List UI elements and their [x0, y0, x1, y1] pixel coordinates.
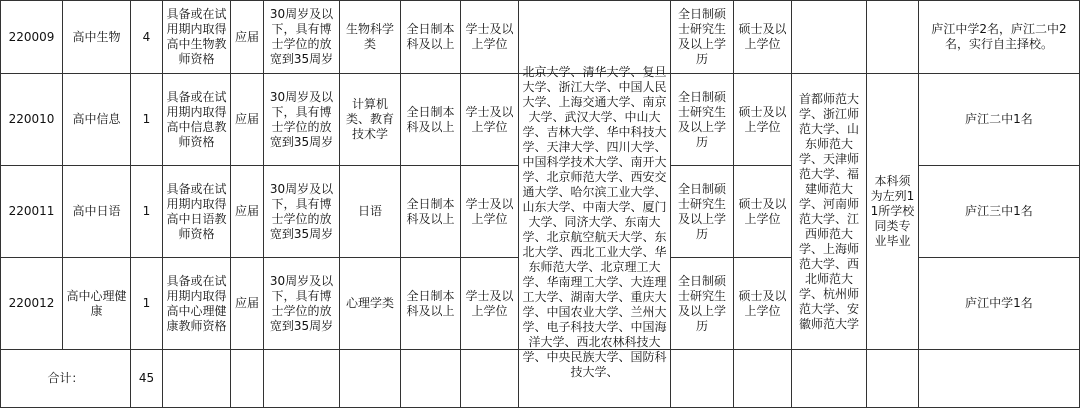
universities-list-cell: [519, 65, 671, 379]
requirement-empty-cell: [867, 1, 919, 74]
age-requirement: 30周岁及以下，具有博士学位的放宽到35周岁: [264, 1, 340, 74]
education: 全日制本科及以上: [401, 1, 461, 74]
qualification: 具备或在试用期内取得高中信息教师资格: [163, 74, 231, 166]
universities-empty-cell: [519, 1, 671, 74]
subject: 高中生物: [63, 1, 131, 74]
qualification: 具备或在试用期内取得高中日语教师资格: [163, 166, 231, 258]
major: 日语: [340, 166, 401, 258]
undergrad-requirement: 本科须为左列11所学校同类专业毕业: [867, 74, 919, 350]
universities-list: 北京大学、清华大学、复旦大学、浙江大学、中国人民大学、上海交通大学、南京大学、武汉大学、中山大学、吉林大学、华中科技大学、天津大学、四川大学、中国科学技术大学、南开大学、北京师范大学、西安交通大学、哈尔滨工业大学、山东大学、中南大学、厦门大学、同济大学、东南大学、北京航空航天大学、东北大学、西北工业大学、华东师范大学、北京理工大学、华南理工大学、大连理工大学、湖南大学、重庆大学、中国农业大学、兰州大学、电子科技大学、中国海洋大学、西北农林科技大学、中央民族大学、国防科技大学、: [522, 65, 667, 379]
education: 全日制本科及以上: [401, 74, 461, 166]
total-value: 45: [131, 350, 163, 408]
hire-count: 4: [131, 1, 163, 74]
age-requirement: 30周岁及以下，具有博士学位的放宽到35周岁: [264, 258, 340, 350]
position-code: 220011: [1, 166, 63, 258]
graduate-type: 应届: [231, 74, 264, 166]
hire-count: 1: [131, 74, 163, 166]
empty-cell: [792, 350, 867, 408]
note: 庐江三中1名: [919, 166, 1080, 258]
education-alt: 全日制硕士研究生及以上学历: [671, 1, 734, 74]
table-row: [1, 1, 1080, 74]
degree: 学士及以上学位: [461, 258, 519, 350]
empty-cell: [461, 350, 519, 408]
hire-count: 1: [131, 258, 163, 350]
degree-alt: 硕士及以上学位: [734, 258, 792, 350]
qualification: 具备或在试用期内取得高中生物教师资格: [163, 1, 231, 74]
empty-cell: [867, 350, 919, 408]
empty-cell: [734, 350, 792, 408]
empty-cell: [401, 350, 461, 408]
empty-cell: [671, 350, 734, 408]
graduate-type: 应届: [231, 258, 264, 350]
degree: 学士及以上学位: [461, 1, 519, 74]
table-row: [1, 74, 1080, 166]
degree-alt: 硕士及以上学位: [734, 1, 792, 74]
empty-cell: [340, 350, 401, 408]
degree-alt: 硕士及以上学位: [734, 74, 792, 166]
degree: 学士及以上学位: [461, 74, 519, 166]
empty-cell: [919, 350, 1080, 408]
major: 心理学类: [340, 258, 401, 350]
education-alt: 全日制硕士研究生及以上学历: [671, 258, 734, 350]
major: 计算机类、教育技术学: [340, 74, 401, 166]
education: 全日制本科及以上: [401, 166, 461, 258]
degree-alt: 硕士及以上学位: [734, 166, 792, 258]
note: 庐江中学2名，庐江二中2名，实行自主择校。: [919, 1, 1080, 74]
graduate-type: 应届: [231, 1, 264, 74]
note: 庐江二中1名: [919, 74, 1080, 166]
normal-universities-empty-cell: [792, 1, 867, 74]
note: 庐江中学1名: [919, 258, 1080, 350]
position-code: 220009: [1, 1, 63, 74]
position-code: 220012: [1, 258, 63, 350]
graduate-type: 应届: [231, 166, 264, 258]
empty-cell: [163, 350, 231, 408]
normal-universities: 首都师范大学、浙江师范大学、山东师范大学、天津师范大学、福建师范大学、河南师范大学、江西师范大学、上海师范大学、西北师范大学、杭州师范大学、安徽师范大学: [792, 74, 867, 350]
age-requirement: 30周岁及以下，具有博士学位的放宽到35周岁: [264, 166, 340, 258]
major: 生物科学类: [340, 1, 401, 74]
education: 全日制本科及以上: [401, 258, 461, 350]
total-label: 合计：: [1, 350, 131, 408]
degree: 学士及以上学位: [461, 166, 519, 258]
empty-cell: [231, 350, 264, 408]
subject: 高中日语: [63, 166, 131, 258]
subject: 高中信息: [63, 74, 131, 166]
empty-cell: [264, 350, 340, 408]
education-alt: 全日制硕士研究生及以上学历: [671, 74, 734, 166]
qualification: 具备或在试用期内取得高中心理健康教师资格: [163, 258, 231, 350]
subject: 高中心理健康: [63, 258, 131, 350]
education-alt: 全日制硕士研究生及以上学历: [671, 166, 734, 258]
position-code: 220010: [1, 74, 63, 166]
hire-count: 1: [131, 166, 163, 258]
age-requirement: 30周岁及以下，具有博士学位的放宽到35周岁: [264, 74, 340, 166]
